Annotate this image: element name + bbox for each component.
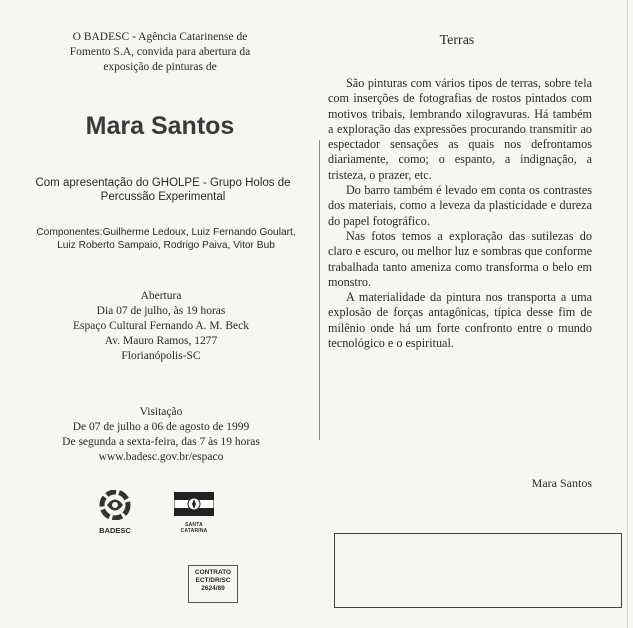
artist-name: Mara Santos xyxy=(85,112,235,140)
components-list xyxy=(18,226,314,252)
contract-line: 2624/89 xyxy=(201,585,225,592)
opening-heading: Abertura xyxy=(140,290,182,302)
exhibition-title: Terras xyxy=(439,33,475,48)
presentation-line: Percussão Experimental xyxy=(100,191,226,203)
exhibition-description xyxy=(328,76,592,351)
components-line: Componentes:Guilherme Ledoux, Luiz Fernando Goulart, xyxy=(36,227,296,238)
opening-date: Dia 07 de julho, às 19 horas xyxy=(96,305,226,317)
badesc-logo-icon xyxy=(98,490,132,520)
opening-address: Av. Mauro Ramos, 1277 xyxy=(104,335,218,347)
visitation-period: De 07 de julho a 06 de agosto de 1999 xyxy=(72,421,250,433)
description-paragraph: Do barro também é levado em conta os contrastes dos materiais, como a leveza da plasticidade e dureza do papel fotográfico. xyxy=(328,183,592,228)
badesc-logo-caption: BADESC xyxy=(99,526,131,535)
opening-city: Florianópolis-SC xyxy=(121,350,201,362)
presentation-text xyxy=(18,176,308,204)
address-box xyxy=(334,533,622,608)
visitation-section xyxy=(20,405,302,465)
intro-text xyxy=(20,30,300,75)
website-link[interactable]: www.badesc.gov.br/espaco xyxy=(98,451,224,463)
contract-line: CONTRATO xyxy=(194,569,232,576)
contract-line: ECT/DR/SC xyxy=(195,577,231,584)
opening-section xyxy=(20,289,302,364)
description-paragraph: Nas fotos temos a exploração das sutilezas do claro e escuro, ou melhor luz e sombras que conforme trabalhada tanto ameniza como transforma o belo em monstro. xyxy=(328,228,592,289)
invitation-right-panel xyxy=(322,0,633,628)
intro-line: O BADESC - Agência Catarinense de xyxy=(72,31,248,43)
fold-line-divider xyxy=(319,140,320,440)
santa-catarina-logo xyxy=(172,492,216,534)
postal-contract-stamp xyxy=(188,565,238,603)
components-line: Luiz Roberto Sampaio, Rodrigo Paiva, Vitor Bub xyxy=(57,240,275,251)
description-paragraph: A materialidade da pintura nos transporta a uma explosão de forças antagônicas, típica desse fim de milênio onde há um forte confronto entre o mundo tecnológico e o espiritual. xyxy=(328,290,592,351)
intro-line: exposição de pinturas de xyxy=(103,61,217,73)
intro-line: Fomento S.A, convida para abertura da xyxy=(69,46,251,58)
badesc-logo xyxy=(92,490,138,535)
santa-catarina-flag-icon xyxy=(174,492,214,516)
visitation-hours: De segunda a sexta-feira, das 7 às 19 horas xyxy=(62,436,260,448)
santa-catarina-caption: SANTA CATARINA xyxy=(180,522,208,534)
description-paragraph: São pinturas com vários tipos de terras, sobre tela com inserções de fotografias de rostos pintados com motivos tribais, lembrando xilogravuras. Há também a exploração das expressões procurando transmitir ao espectador sensações as quais nos defrontamos diariamente, como; o espanto, a indignação, a tristeza, o prazer, etc. xyxy=(328,76,592,182)
opening-venue: Espaço Cultural Fernando A. M. Beck xyxy=(73,320,249,332)
visitation-heading: Visitação xyxy=(139,406,183,418)
signature: Mara Santos xyxy=(531,476,592,490)
presentation-line: Com apresentação do GHOLPE - Grupo Holos de xyxy=(35,177,291,189)
